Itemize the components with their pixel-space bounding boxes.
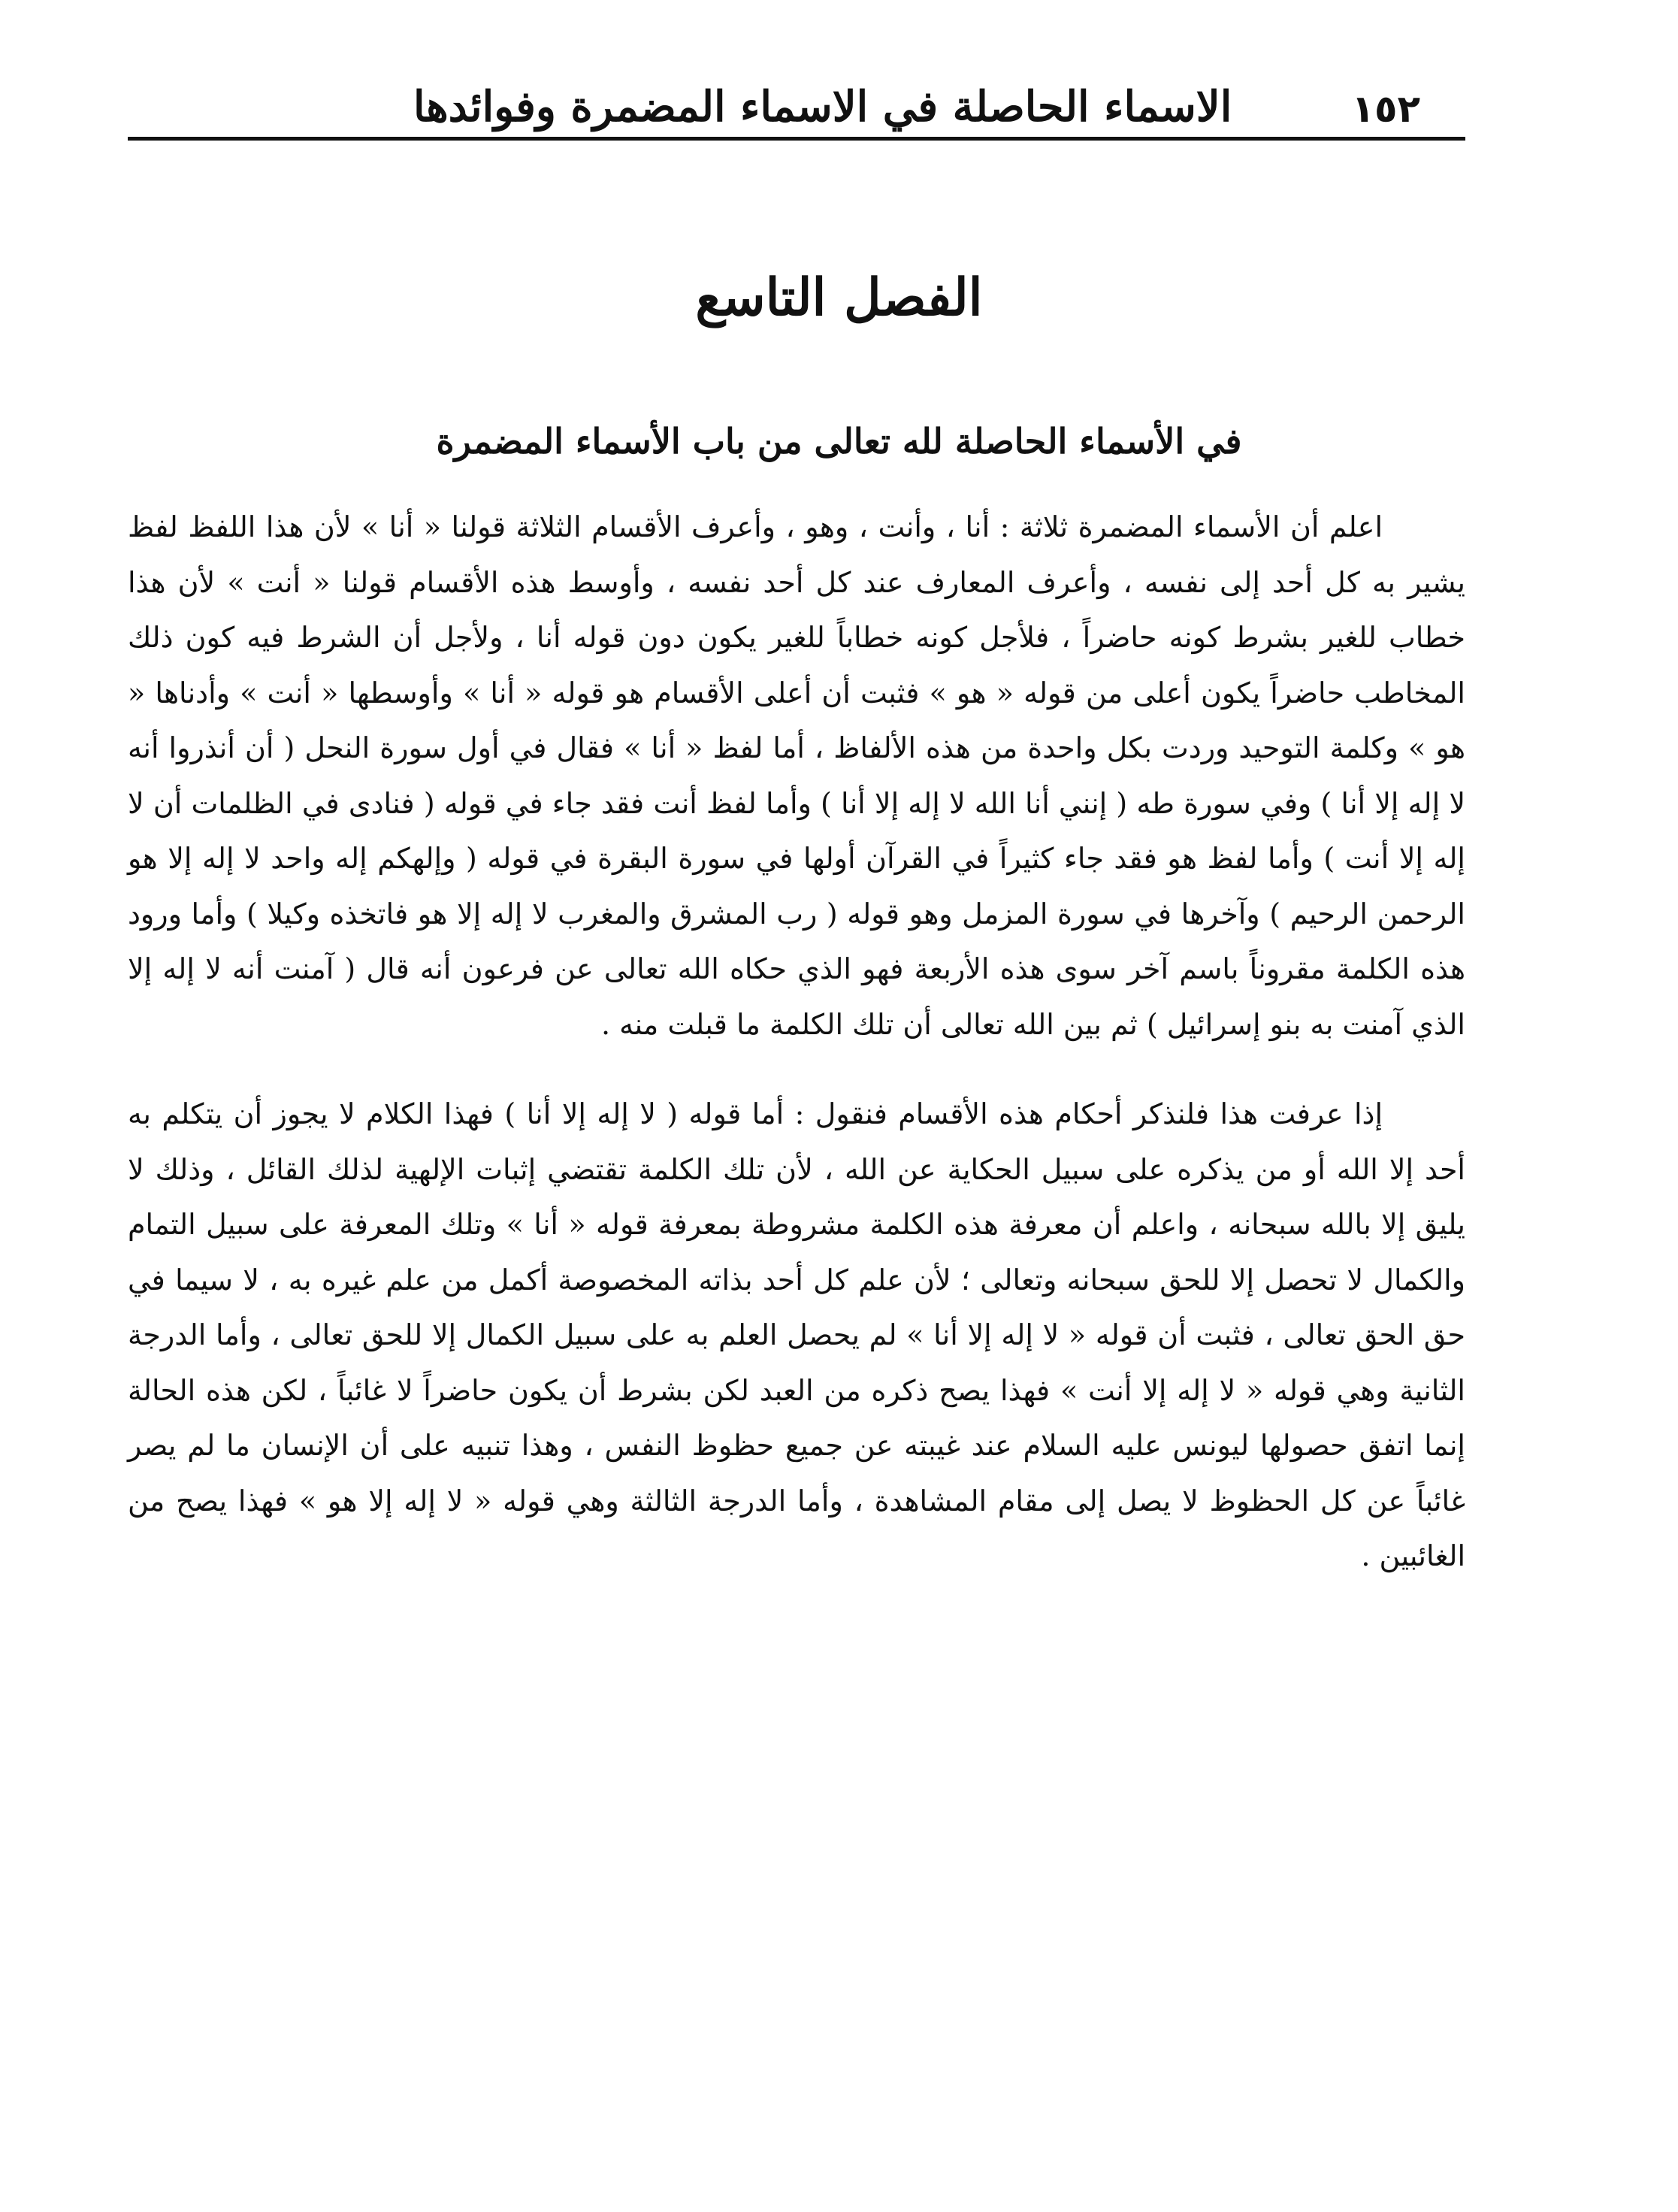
chapter-subtitle: في الأسماء الحاصلة لله تعالى من باب الأسماء المضمرة [436, 421, 1242, 462]
page-number: ١٥٢ [1351, 87, 1420, 131]
body-text [128, 500, 1465, 1584]
chapter-title: الفصل التاسع [695, 267, 983, 328]
paragraph: إذا عرفت هذا فلنذكر أحكام هذه الأقسام فنقول : أما قوله ( لا إله إلا أنا ) فهذا الكلام لا يجوز أن يتكلم به أحد إلا الله أو من يذكره على سبيل الحكاية عن الله ، لأن تلك الكلمة تقتضي إثبات الإلهية لذلك القائل ، وذلك لا يليق إلا بالله سبحانه ، واعلم أن معرفة هذه الكلمة مشروطة بمعرفة قوله « أنا » وتلك المعرفة على سبيل التمام والكمال لا تحصل إلا للحق سبحانه وتعالى ؛ لأن علم كل أحد بذاته المخصوصة أكمل من علم غيره به ، لا سيما في حق الحق تعالى ، فثبت أن قوله « لا إله إلا أنا » لم يحصل العلم به على سبيل الكمال إلا للحق تعالى ، وأما الدرجة الثانية وهي قوله « لا إله إلا أنت » فهذا يصح ذكره من العبد لكن بشرط أن يكون حاضراً لا غائباً ، لكن هذه الحالة إنما اتفق حصولها ليونس عليه السلام عند غيبته عن جميع حظوظ النفس ، وهذا تنبيه على أن الإنسان ما لم يصر غائباً عن كل الحظوظ لا يصل إلى مقام المشاهدة ، وأما الدرجة الثالثة وهي قوله « لا إله إلا هو » فهذا يصح من الغائبين . [128, 1097, 1466, 1572]
running-header [128, 53, 1465, 135]
running-title: الاسماء الحاصلة في الاسماء المضمرة وفوائدها [413, 82, 1232, 132]
header-divider [128, 137, 1465, 141]
paragraph: اعلم أن الأسماء المضمرة ثلاثة : أنا ، وأنت ، وهو ، وأعرف الأقسام الثلاثة قولنا « أنا » لأن هذا اللفظ لفظ يشير به كل أحد إلى نفسه ، وأعرف المعارف عند كل أحد نفسه ، وأوسط هذه الأقسام قولنا « أنت » لأن هذا خطاب للغير بشرط كونه حاضراً ، فلأجل كونه خطاباً للغير يكون دون قوله أنا ، ولأجل أن الشرط فيه كون ذلك المخاطب حاضراً يكون أعلى من قوله « هو » فثبت أن أعلى الأقسام هو قوله « أنا » وأوسطها « أنت » وأدناها « هو » وكلمة التوحيد وردت بكل واحدة من هذه الألفاظ ، أما لفظ « أنا » فقال في أول سورة النحل ( أن أنذروا أنه لا إله إلا أنا ) وفي سورة طه ( إنني أنا الله لا إله إلا أنا ) وأما لفظ أنت فقد جاء في قوله ( فنادى في الظلمات أن لا إله إلا أنت ) وأما لفظ هو فقد جاء كثيراً في القرآن أولها في سورة البقرة في قوله ( وإلهكم إله واحد لا إله إلا هو الرحمن الرحيم ) وآخرها في سورة المزمل وهو قوله ( رب المشرق والمغرب لا إله إلا هو فاتخذه وكيلا ) وأما ورود هذه الكلمة مقروناً باسم آخر سوى هذه الأربعة فهو الذي حكاه الله تعالى عن فرعون أنه قال ( آمنت أنه لا إله إلا الذي آمنت به بنو إسرائيل ) ثم بين الله تعالى أن تلك الكلمة ما قبلت منه . [128, 510, 1465, 1041]
